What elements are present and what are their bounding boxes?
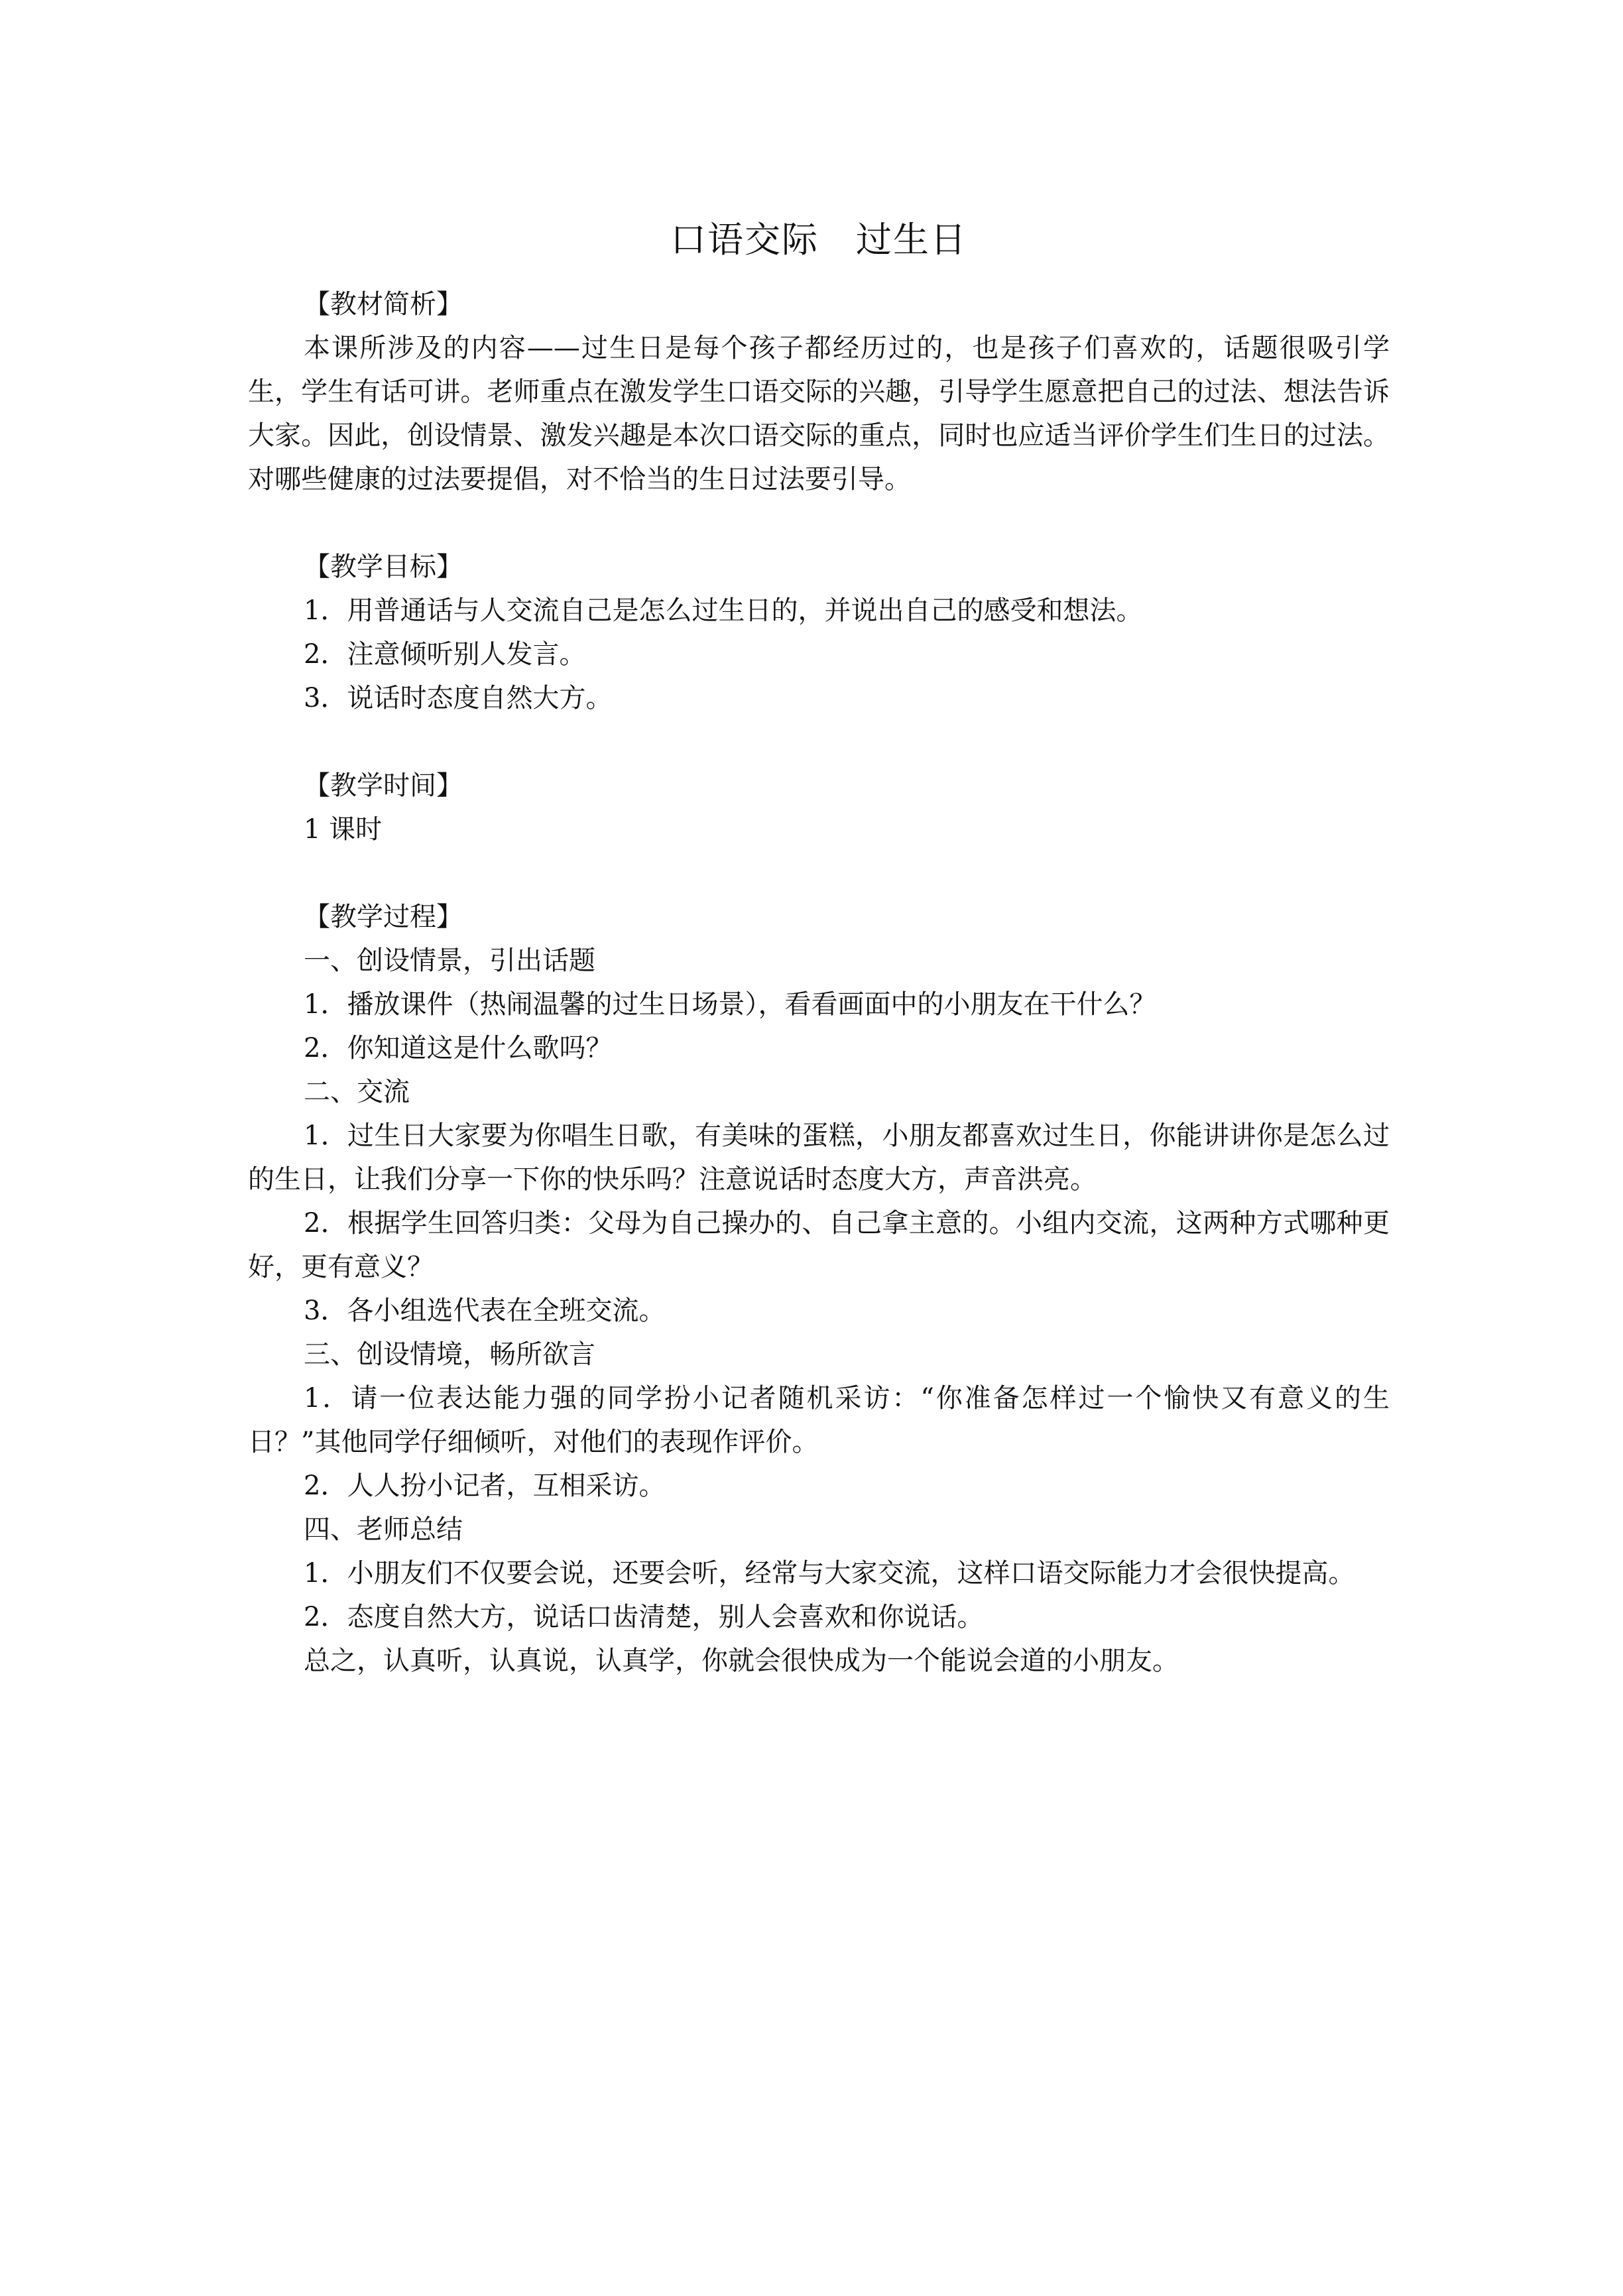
process-item: 2．根据学生回答归类：父母为自己操办的、自己拿主意的。小组内交流，这两种方式哪种更好，更有意义？	[248, 1208, 1390, 1282]
section-gap	[248, 720, 1390, 764]
process-item: 2．人人扮小记者，互相采访。	[304, 1471, 666, 1501]
goal-item: 2．注意倾听别人发言。	[304, 639, 586, 670]
goal-item: 1．用普通话与人交流自己是怎么过生日的，并说出自己的感受和想法。	[304, 595, 1143, 626]
process-step-heading: 二、交流	[304, 1077, 410, 1107]
section-heading-analysis: 【教材简析】	[304, 289, 463, 320]
section-heading-time: 【教学时间】	[304, 770, 463, 801]
process-step-heading: 四、老师总结	[304, 1514, 463, 1545]
process-step-heading: 一、创设情景，引出话题	[304, 945, 595, 976]
process-item: 1．请一位表达能力强的同学扮小记者随机采访：“你准备怎样过一个愉快又有意义的生日？”其他同学仔细倾听，对他们的表现作评价。	[248, 1383, 1390, 1457]
process-item: 3．各小组选代表在全班交流。	[304, 1296, 666, 1326]
section-gap	[248, 501, 1390, 545]
teaching-time-value: 1 课时	[304, 814, 383, 845]
document-body	[248, 282, 1390, 1683]
process-item: 2．态度自然大方，说话口齿清楚，别人会喜欢和你说话。	[304, 1602, 984, 1632]
process-item: 1．小朋友们不仅要会说，还要会听，经常与大家交流，这样口语交际能力才会很快提高。	[304, 1558, 1355, 1589]
analysis-paragraph: 本课所涉及的内容——过生日是每个孩子都经历过的，也是孩子们喜欢的，话题很吸引学生，学生有话可讲。老师重点在激发学生口语交际的兴趣，引导学生愿意把自己的过法、想法告诉大家。因此，创设情景、激发兴趣是本次口语交际的重点，同时也应适当评价学生们生日的过法。对哪些健康的过法要提倡，对不恰当的生日过法要引导。	[248, 333, 1390, 495]
process-item: 2．你知道这是什么歌吗？	[304, 1033, 613, 1063]
process-item: 1．播放课件（热闹温馨的过生日场景），看看画面中的小朋友在干什么？	[304, 989, 1156, 1020]
section-heading-goals: 【教学目标】	[304, 552, 463, 582]
page-title: 口语交际 过生日	[670, 219, 967, 261]
process-step-heading: 三、创设情境，畅所欲言	[304, 1339, 595, 1370]
process-conclusion: 总之，认真听，认真说，认真学，你就会很快成为一个能说会道的小朋友。	[304, 1646, 1179, 1676]
section-heading-process: 【教学过程】	[304, 902, 463, 932]
process-item: 1．过生日大家要为你唱生日歌，有美味的蛋糕，小朋友都喜欢过生日，你能讲讲你是怎么过的生日，让我们分享一下你的快乐吗？注意说话时态度大方，声音洪亮。	[248, 1120, 1390, 1195]
goal-item: 3．说话时态度自然大方。	[304, 683, 613, 713]
section-gap	[248, 851, 1390, 895]
